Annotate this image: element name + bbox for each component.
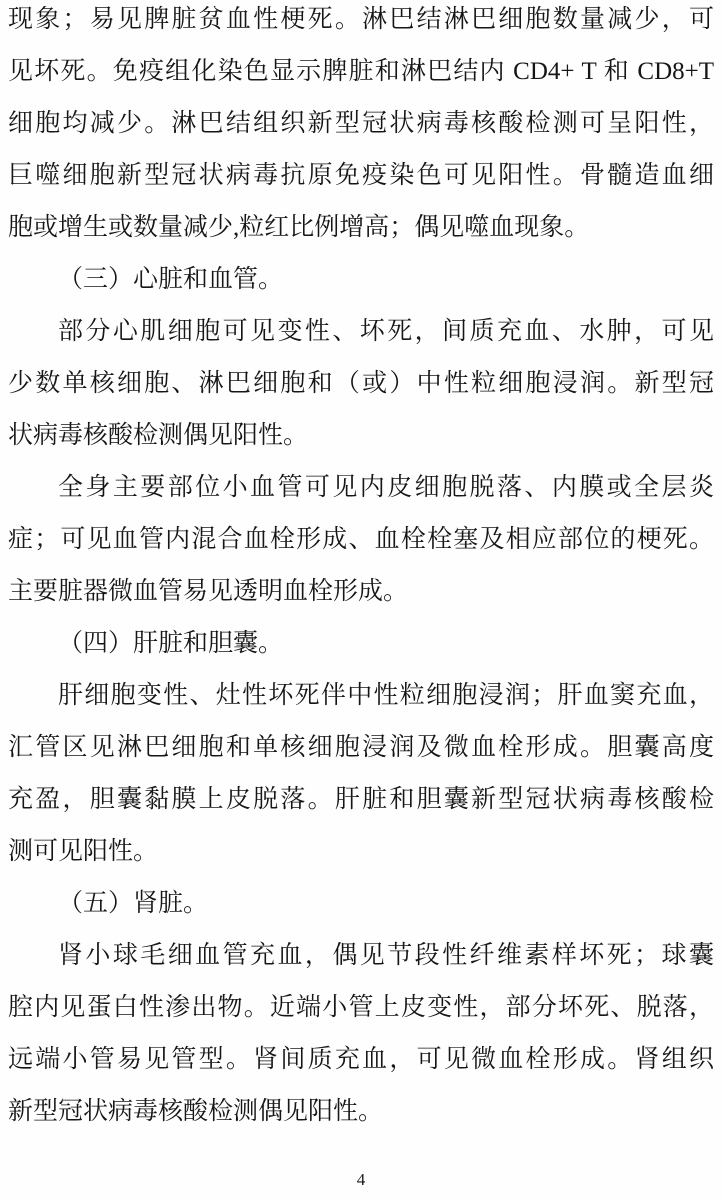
document-line: 远端小管易见管型。肾间质充血，可见微血栓形成。肾组织: [8, 1046, 714, 1073]
document-line: 新型冠状病毒核酸检测偶见阳性。: [8, 1098, 384, 1125]
document-line: 全身主要部位小血管可见内皮细胞脱落、内膜或全层炎: [58, 474, 714, 501]
document-line: 汇管区见淋巴细胞和单核细胞浸润及微血栓形成。胆囊高度: [8, 734, 714, 761]
document-line: 主要脏器微血管易见透明血栓形成。: [8, 578, 409, 605]
document-line: 肾小球毛细血管充血，偶见节段性纤维素样坏死；球囊: [58, 942, 714, 969]
document-line: 细胞均减少。淋巴结组织新型冠状病毒核酸检测可呈阳性，: [8, 110, 714, 137]
document-line: 肝细胞变性、灶性坏死伴中性粒细胞浸润；肝血窦充血，: [58, 682, 714, 709]
document-line: 巨噬细胞新型冠状病毒抗原免疫染色可见阳性。骨髓造血细: [8, 162, 714, 189]
document-line: 状病毒核酸检测偶见阳性。: [8, 422, 309, 449]
document-line: 部分心肌细胞可见变性、坏死，间质充血、水肿，可见: [58, 318, 714, 345]
document-line: 见坏死。免疫组化染色显示脾脏和淋巴结内 CD4+ T 和 CD8+T: [8, 58, 714, 85]
document-line: 腔内见蛋白性渗出物。近端小管上皮变性，部分坏死、脱落，: [8, 994, 714, 1021]
document-line: 测可见阳性。: [8, 838, 159, 865]
document-line: （三）心脏和血管。: [58, 266, 284, 293]
document-line: 症；可见血管内混合血栓形成、血栓栓塞及相应部位的梗死。: [8, 526, 714, 553]
document-line: （四）肝脏和胆囊。: [58, 630, 284, 657]
text-block: [8, 0, 714, 1138]
document-line: 少数单核细胞、淋巴细胞和（或）中性粒细胞浸润。新型冠: [8, 370, 714, 397]
document-line: （五）肾脏。: [58, 890, 209, 917]
document-line: 充盈，胆囊黏膜上皮脱落。肝脏和胆囊新型冠状病毒核酸检: [8, 786, 714, 813]
document-line: 现象；易见脾脏贫血性梗死。淋巴结淋巴细胞数量减少，可: [8, 6, 714, 33]
page-number: 4: [356, 1170, 366, 1189]
document-line: 胞或增生或数量减少,粒红比例增高；偶见噬血现象。: [8, 214, 590, 241]
